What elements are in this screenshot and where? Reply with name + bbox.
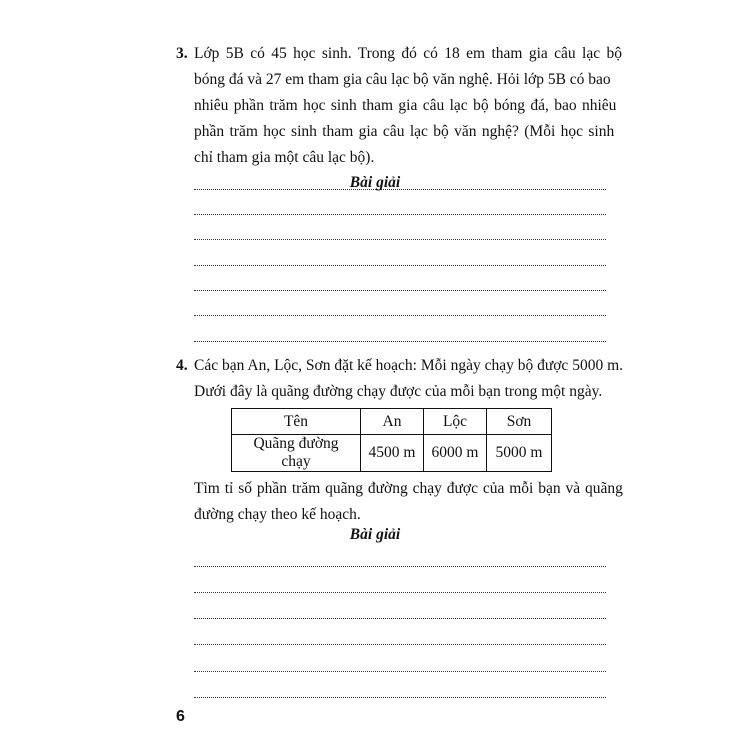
answer-line — [194, 214, 606, 215]
table-cell: Sơn — [487, 409, 552, 435]
answer-line — [194, 618, 606, 619]
answer-line — [194, 315, 606, 316]
answer-line — [194, 644, 606, 645]
answer-line — [194, 697, 606, 698]
problem-3-number: 3. — [176, 45, 188, 62]
table-cell: 5000 m — [487, 435, 552, 472]
table-cell: An — [361, 409, 424, 435]
table-cell: Quãng đường chạy — [232, 435, 361, 472]
table-cell: Lộc — [424, 409, 487, 435]
table-header-row — [232, 409, 552, 435]
answer-line — [194, 671, 606, 672]
answer-line — [194, 290, 606, 291]
problem-3-line: nhiêu phần trăm học sinh tham gia câu lạc bộ bóng đá, bao nhiêu — [194, 97, 617, 114]
answer-line — [194, 341, 606, 342]
table-row — [232, 435, 552, 472]
answer-line — [194, 566, 606, 567]
problem-4-line: Các bạn An, Lộc, Sơn đặt kế hoạch: Mỗi ngày chạy bộ được 5000 m. — [194, 357, 623, 374]
problem-4-line: đường chạy theo kế hoạch. — [194, 506, 361, 523]
answer-line — [194, 592, 606, 593]
problem-3-line: phần trăm học sinh tham gia câu lạc bộ văn nghệ? (Mỗi học sinh — [194, 123, 615, 140]
table-cell: 4500 m — [361, 435, 424, 472]
problem-3-line: Lớp 5B có 45 học sinh. Trong đó có 18 em tham gia câu lạc bộ — [194, 45, 622, 62]
table-cell: 6000 m — [424, 435, 487, 472]
answer-line — [194, 265, 606, 266]
table-cell: Tên — [232, 409, 361, 435]
problem-3-line: chỉ tham gia một câu lạc bộ). — [194, 149, 375, 166]
problem-4-number: 4. — [176, 357, 188, 374]
distance-table — [231, 408, 552, 472]
problem-3-line: bóng đá và 27 em tham gia câu lạc bộ văn nghệ. Hỏi lớp 5B có bao — [194, 71, 611, 88]
problem-4-line: Tìm tỉ số phần trăm quãng đường chạy được của mỗi bạn và quãng — [194, 480, 623, 497]
solution-heading: Bài giải — [349, 526, 401, 543]
problem-4-line: Dưới đây là quãng đường chạy được của mỗi bạn trong một ngày. — [194, 383, 603, 400]
page-number: 6 — [176, 708, 185, 725]
answer-line — [194, 239, 606, 240]
solution-heading: Bài giải — [349, 174, 401, 191]
answer-line — [194, 189, 606, 190]
